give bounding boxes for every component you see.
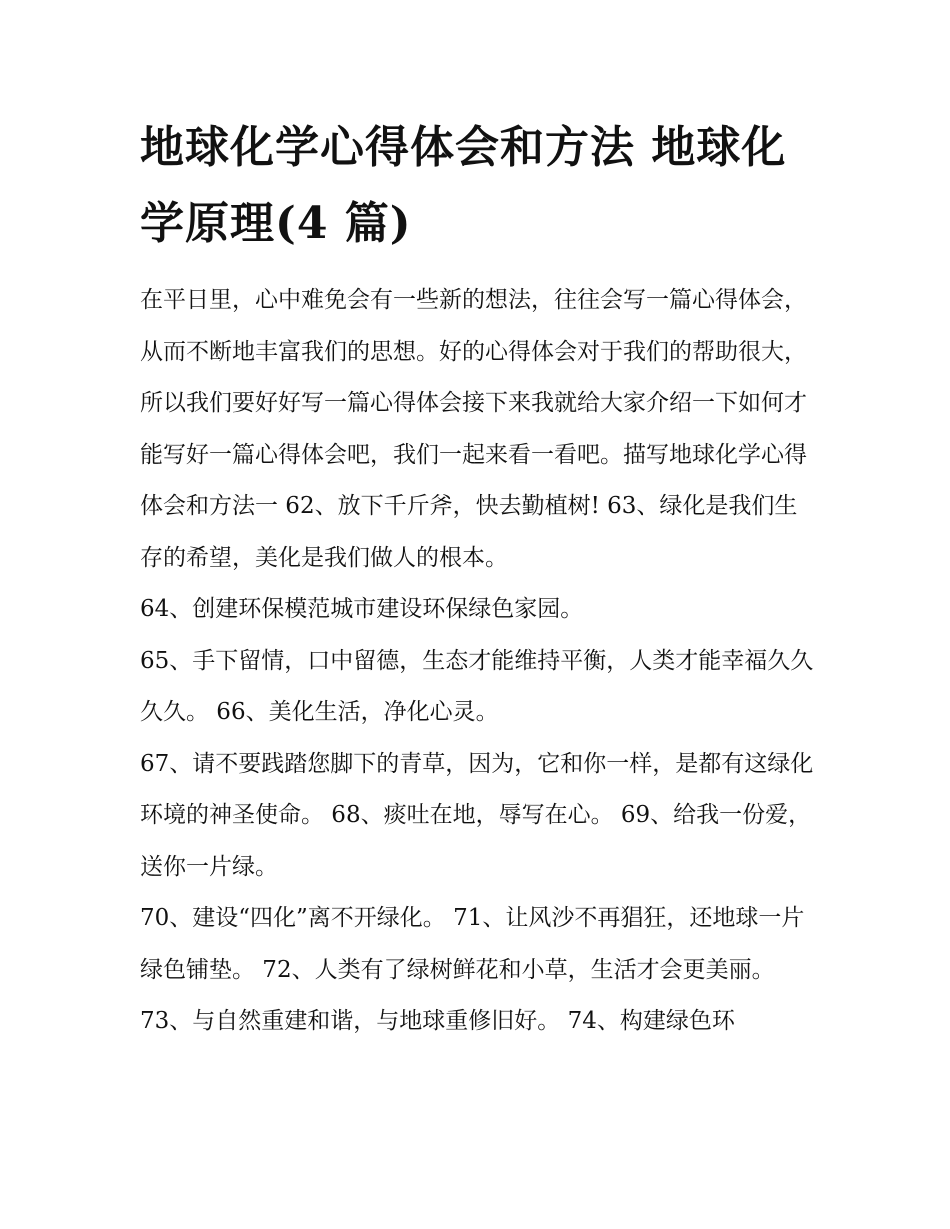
document-body (140, 275, 820, 1048)
paragraph-intro: 在平日里，心中难免会有一些新的想法，往往会写一篇心得体会，从而不断地丰富我们的思想。好的心得体会对于我们的帮助很大，所以我们要好好写一篇心得体会接下来我就给大家介绍一下如何才能写好一篇心得体会吧，我们一起来看一看吧。描写地球化学心得体会和方法一 62、放下千斤斧，快去勤植树! 63、绿化是我们生存的希望，美化是我们做人的根本。 (140, 287, 807, 571)
paragraph-73: 73、与自然重建和谐，与地球重修旧好。 74、构建绿色环 (140, 1008, 735, 1034)
document-title: 地球化学心得体会和方法 地球化学原理(4 篇) (140, 122, 787, 249)
paragraph-65: 65、手下留情，口中留德，生态才能维持平衡，人类才能幸福久久久久。 66、美化生活，净化心灵。 (140, 647, 814, 725)
paragraph-64: 64、创建环保模范城市建设环保绿色家园。 (140, 596, 584, 622)
paragraph-67: 67、请不要践踏您脚下的青草，因为，它和你一样，是都有这绿化环境的神圣使命。 68、痰吐在地，辱写在心。 69、给我一份爱，送你一片绿。 (140, 750, 814, 880)
paragraph-70: 70、建设“四化”离不开绿化。 71、让风沙不再猖狂，还地球一片绿色铺垫。 72、人类有了绿树鲜花和小草，生活才会更美丽。 (140, 905, 805, 983)
